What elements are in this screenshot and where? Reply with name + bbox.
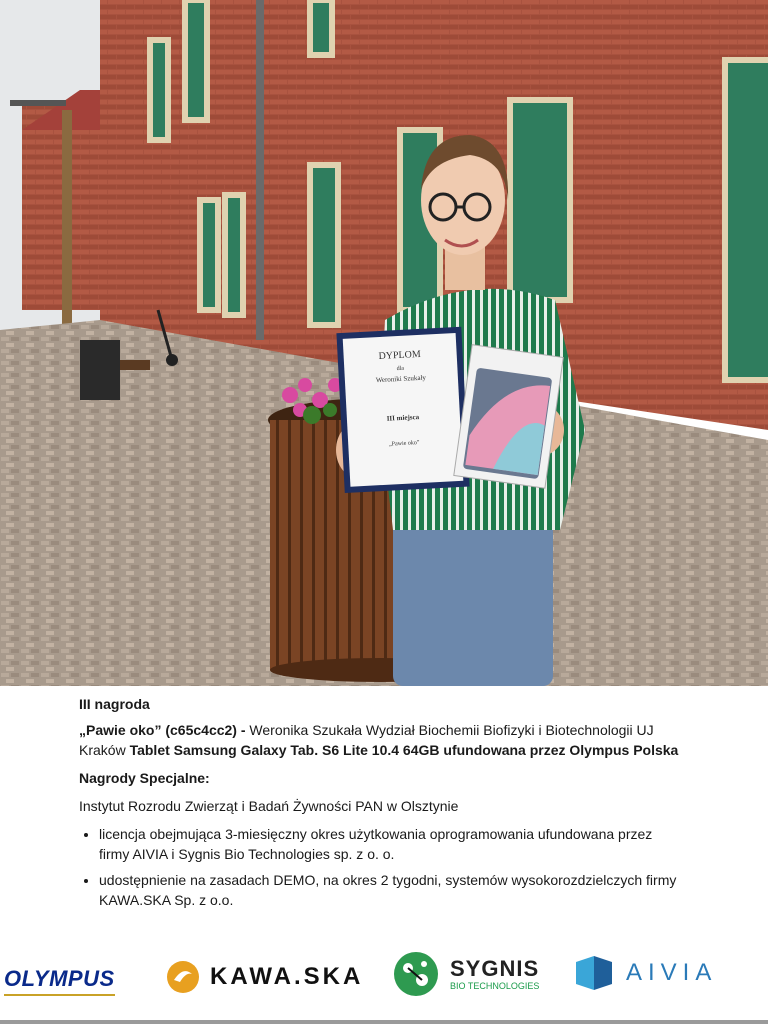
- entry-title: „Pawie oko” (c65c4cc2) -: [79, 722, 246, 738]
- sygnis-emblem-icon: [392, 950, 440, 998]
- sygnis-subtitle: BIO TECHNOLOGIES: [450, 980, 540, 991]
- diploma-title: DYPLOM: [378, 348, 422, 363]
- award-description: [79, 694, 679, 916]
- kawaska-emblem-icon: [166, 960, 200, 994]
- kawaska-wordmark: KAWA.SKA: [210, 963, 364, 990]
- sygnis-wordmark: SYGNIS: [450, 955, 540, 981]
- tablet-box: [454, 345, 563, 489]
- institute-name: Instytut Rozrodu Zwierząt i Badań Żywności PAN w Olsztynie: [79, 798, 459, 814]
- award-entry: [79, 720, 679, 760]
- kawaska-logo: [166, 960, 363, 994]
- sygnis-logo: [392, 950, 539, 998]
- list-item: • licencja obejmująca 3-miesięczny okres użytkowania oprogramowania ufundowana przez firmy AIVIA i Sygnis Bio Technologies sp. z o. o.: [99, 824, 679, 864]
- bottom-divider: [0, 1020, 768, 1024]
- diploma-place: III miejsca: [386, 413, 420, 423]
- diploma: [336, 327, 469, 493]
- special-awards-list: [79, 824, 679, 910]
- award-heading: III nagroda: [79, 696, 150, 712]
- special-awards-heading: Nagrody Specjalne:: [79, 770, 210, 786]
- aivia-emblem-icon: [576, 956, 612, 990]
- olympus-logo: OLYMPUS: [4, 966, 115, 996]
- aivia-wordmark: AIVIA: [626, 959, 718, 986]
- aivia-logo: [576, 956, 717, 990]
- entry-author: Weronika Szukała Wydział Biochemii Biofizyki i Biotechnologii UJ Kraków: [79, 722, 654, 758]
- list-item: • udostępnienie na zasadach DEMO, na okres 2 tygodni, systemów wysokorozdzielczych firmy KAWA.SKA Sp. z o.o.: [99, 870, 679, 910]
- diploma-name: Weroniki Szukały: [375, 373, 427, 385]
- diploma-work-title: „Pawie oko”: [388, 440, 420, 448]
- diploma-for: dla: [396, 365, 405, 373]
- sponsor-logos: [0, 944, 768, 1018]
- entry-prize: Tablet Samsung Galaxy Tab. S6 Lite 10.4 64GB ufundowana przez Olympus Polska: [129, 742, 679, 758]
